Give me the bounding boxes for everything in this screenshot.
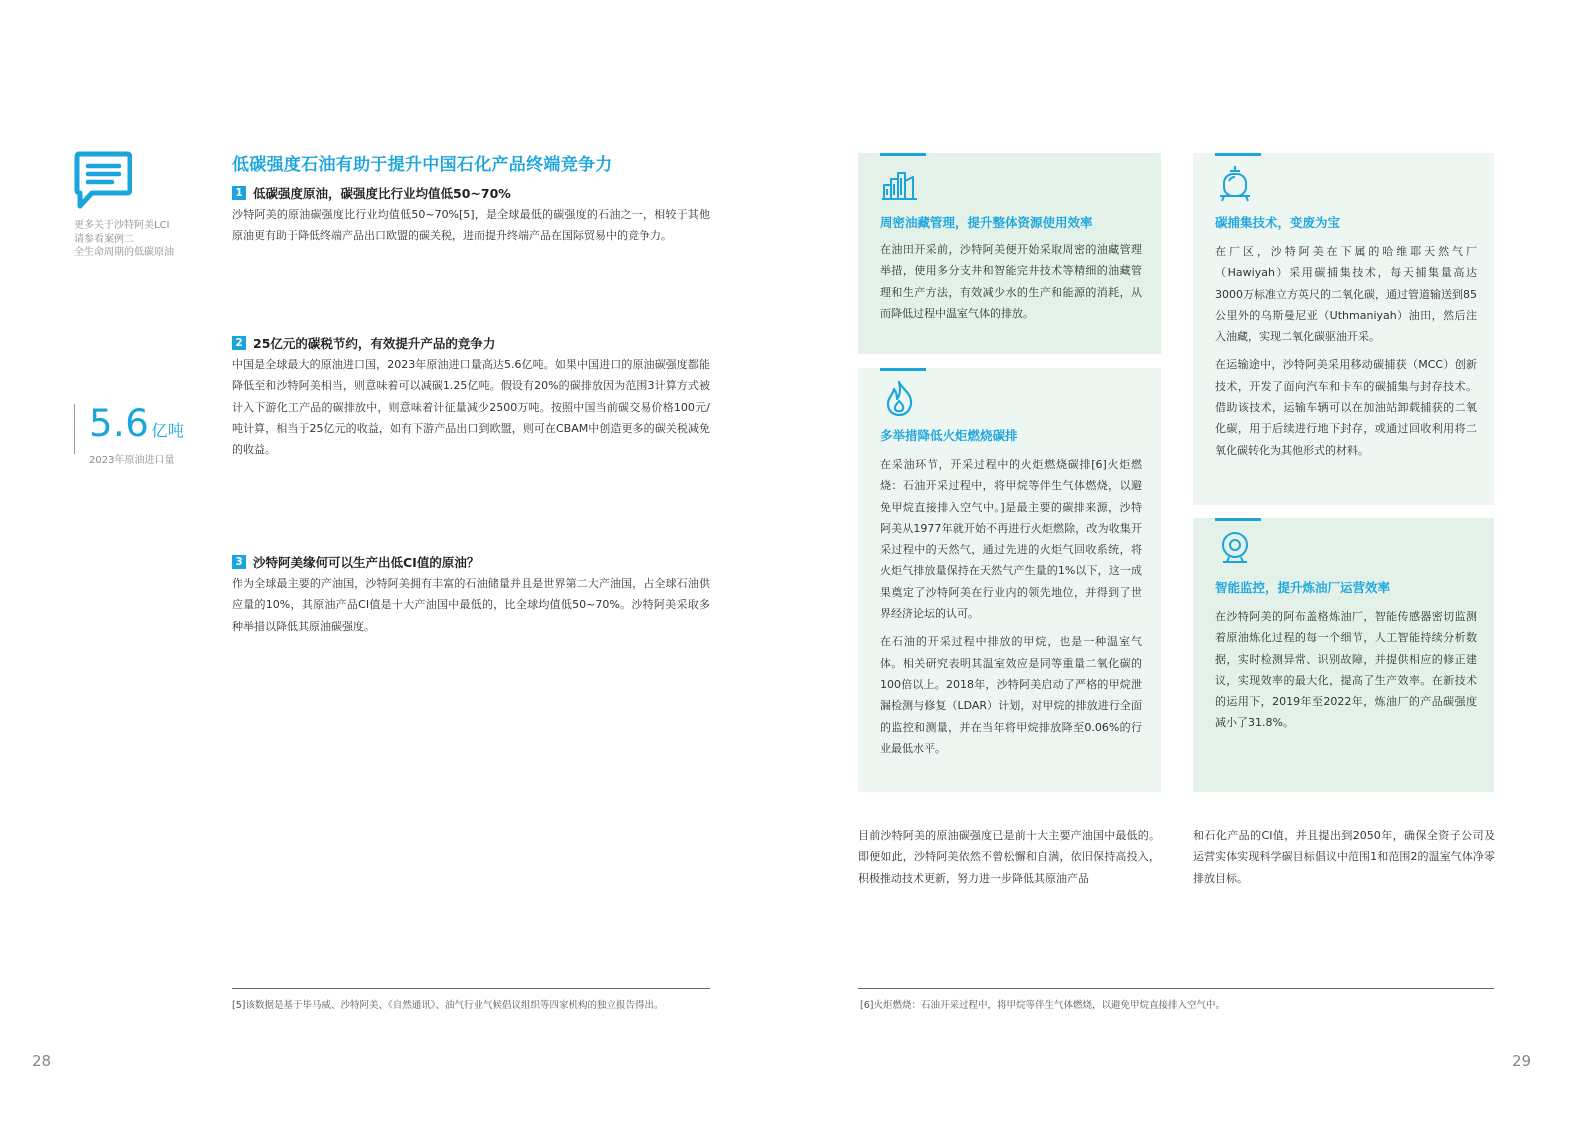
card-body <box>880 239 1142 331</box>
card-carbon-capture <box>1193 153 1494 505</box>
card-body <box>1215 241 1477 468</box>
page-number: 28 <box>32 1052 52 1070</box>
section-heading-text: 沙特阿美缘何可以生产出低CI值的原油？ <box>253 555 480 570</box>
footnote: [6]火炬燃烧：石油开采过程中，将甲烷等伴生气体燃烧，以避免甲烷直接排入空气中。 <box>860 1000 1225 1011</box>
side-note-line: 更多关于沙特阿美LCI <box>74 220 170 231</box>
page-number: 29 <box>1512 1052 1532 1070</box>
section-number: 2 <box>232 336 246 350</box>
closing-paragraph-right: 和石化产品的CI值，并且提出到2050年，确保全资子公司及运营实体实现科学碳目标倡议中范围1和范围2的温室气体净零排放目标。 <box>1193 829 1495 885</box>
tank-icon <box>1215 163 1255 203</box>
section-number: 3 <box>232 555 246 569</box>
card-accent-bar <box>1215 518 1261 521</box>
section-body-2: 中国是全球最大的原油进口国，2023年原油进口量高达5.6亿吨。如果中国进口的原油碳强度都能降低至和沙特阿美相当，则意味着可以减碳1.25亿吨。假设有20%的碳排放因为范围3计算方式被计入下游化工产品的碳排放中，则意味着计征量减少2500万吨。按照中国当前碳交易价格100元/吨计算，相当于25亿元的收益，如有下游产品出口到欧盟，则可在CBAM中创造更多的碳关税减免的收益。 <box>232 358 710 457</box>
section-heading-1 <box>232 184 511 202</box>
card-reservoir-management <box>858 153 1161 354</box>
card-paragraph: 在油田开采前，沙特阿美便开始采取周密的油藏管理举措，使用多分支井和智能完井技术等精细的油藏管理和生产方法，有效减少水的生产和能源的消耗，从而降低过程中温室气体的排放。 <box>880 243 1142 320</box>
section-heading-3 <box>232 553 479 571</box>
card-paragraph: 在厂区，沙特阿美在下属的哈维耶天然气厂（Hawiyah）采用碳捕集技术，每天捕集量高达3000万标准立方英尺的二氧化碳，通过管道输送到85公里外的乌斯曼尼亚（Uthmaniyah）油田，然后注入油藏，实现二氧化碳驱油开采。 <box>1215 245 1477 344</box>
footnote-divider <box>232 988 710 989</box>
card-title: 多举措降低火炬燃烧碳排 <box>880 428 1018 443</box>
card-title: 周密油藏管理，提升整体资源使用效率 <box>880 215 1093 230</box>
page-title: 低碳强度石油有助于提升中国石化产品终端竞争力 <box>232 155 613 175</box>
card-accent-bar <box>880 368 926 371</box>
chat-bubble-icon <box>74 150 132 210</box>
stat-caption: 2023年原油进口量 <box>89 455 175 466</box>
card-body <box>1215 606 1477 741</box>
card-paragraph: 在沙特阿美的阿布盖格炼油厂，智能传感器密切监测着原油炼化过程的每一个细节，人工智能持续分析数据，实时检测异常、识别故障，并提供相应的修正建议，实现效率的最大化，提高了生产效率。在新技术的运用下，2019年至2022年，炼油厂的产品碳强度减小了31.8%。 <box>1215 610 1477 730</box>
section-body-1: 沙特阿美的原油碳强度比行业均值低50~70%[5]，是全球最低的碳强度的石油之一，相较于其他原油更有助于降低终端产品出口欧盟的碳关税，进而提升终端产品在国际贸易中的竞争力。 <box>232 208 710 243</box>
card-title: 碳捕集技术，变废为宝 <box>1215 215 1341 230</box>
factory-icon <box>880 165 920 205</box>
footnote: [5]该数据是基于毕马威、沙特阿美、《自然通讯》、油气行业气候倡议组织等四家机构的独立报告得出。 <box>232 1000 664 1011</box>
footnote-divider <box>858 988 1494 989</box>
flame-icon <box>880 378 920 418</box>
section-heading-text: 25亿元的碳税节约，有效提升产品的竞争力 <box>253 336 496 351</box>
section-body-3: 作为全球最主要的产油国，沙特阿美拥有丰富的石油储量并且是世界第二大产油国，占全球石油供应量的10%，其原油产品CI值是十大产油国中最低的，比全球均值低50~70%。沙特阿美采取多种举措以降低其原油碳强度。 <box>232 577 710 633</box>
card-accent-bar <box>880 153 926 156</box>
card-flare-reduction <box>858 368 1161 792</box>
side-note <box>74 219 214 260</box>
side-note-line: 请参看案例二 <box>74 233 134 245</box>
card-accent-bar <box>1215 153 1261 156</box>
stat-callout <box>74 402 229 466</box>
card-paragraph: 在采油环节，开采过程中的火炬燃烧碳排[6]火炬燃烧：石油开采过程中，将甲烷等伴生气体燃烧，以避免甲烷直接排入空气中。]是最主要的碳排来源，沙特阿美从1977年就开始不再进行火炬燃除，改为收集开采过程中的天然气，通过先进的火炬气回收系统，将火炬气排放量保持在天然气产生量的1%以下，这一成果奠定了沙特阿美在行业内的领先地位，并得到了世界经济论坛的认可。 <box>880 458 1142 621</box>
closing-paragraph-left: 目前沙特阿美的原油碳强度已是前十大主要产油国中最低的。即便如此，沙特阿美依然不曾松懈和自满，依旧保持高投入，积极推动技术更新，努力进一步降低其原油产品 <box>858 829 1160 885</box>
section-number: 1 <box>232 186 246 200</box>
card-paragraph: 在运输途中，沙特阿美采用移动碳捕获（MCC）创新技术，开发了面向汽车和卡车的碳捕集与封存技术。借助该技术，运输车辆可以在加油站卸载捕获的二氧化碳，用于后续进行地下封存，或通过回收利用将二氧化碳转化为其他形式的材料。 <box>1215 358 1477 457</box>
card-paragraph: 在石油的开采过程中排放的甲烷，也是一种温室气体。相关研究表明其温室效应是同等重量二氧化碳的100倍以上。2018年，沙特阿美启动了严格的甲烷泄漏检测与修复（LDAR）计划，对甲烷的排放进行全面的监控和测量，并在当年将甲烷排放降至0.06%的行业最低水平。 <box>880 635 1142 755</box>
section-heading-2 <box>232 334 495 352</box>
stat-value: 5.6 <box>89 402 150 445</box>
card-title: 智能监控，提升炼油厂运营效率 <box>1215 580 1391 595</box>
monitor-icon <box>1215 528 1255 568</box>
section-heading-text: 低碳强度原油，碳强度比行业均值低50~70% <box>253 186 511 201</box>
card-body <box>880 454 1142 766</box>
side-note-line: 全生命周期的低碳原油 <box>74 247 174 258</box>
stat-value-line <box>89 404 229 451</box>
card-smart-monitoring <box>1193 518 1494 792</box>
stat-unit: 亿吨 <box>151 421 185 440</box>
